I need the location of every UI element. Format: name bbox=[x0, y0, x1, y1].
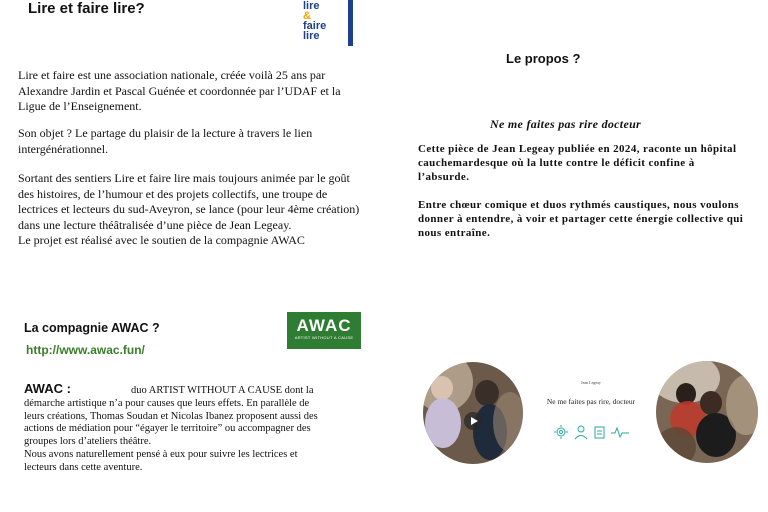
play-summary-paragraph: Cette pièce de Jean Legeay publiée en 2024, raconte un hôpital cauchemardesque où la lutte contre le déficit confine à l’absurde. bbox=[418, 143, 737, 183]
project-text: Sortant des sentiers Lire et faire lire mais toujours animée par le goût des histoires, de l’humour et des projets collectifs, une troupe de lectrices et lecteurs du sud-Aveyron, se lance (pour leur 4ème création) dans une lecture théâtralisée d’une pièce de Jean Legeay. bbox=[18, 171, 360, 232]
rehearsal-photo bbox=[656, 361, 758, 463]
objective-paragraph: Son objet ? Le partage du plaisir de la lecture à travers le lien intergénérationnel. bbox=[18, 126, 313, 156]
lire-title: Lire et faire lire? bbox=[28, 0, 145, 17]
awac-description-text-2: Nous avons naturellement pensé à eux pour suivre les lectrices et lecteurs dans cette aventure. bbox=[24, 448, 298, 473]
intention-paragraph: Entre chœur comique et duos rythmés caustiques, nous voulons donner à entendre, à voir et partager cette énergie collective qui nous entraîne. bbox=[418, 199, 744, 239]
medical-icons bbox=[553, 424, 631, 440]
play-icon[interactable] bbox=[464, 412, 482, 430]
poster-title: Ne me faites pas rire, docteur bbox=[546, 397, 636, 406]
logo-word: lire bbox=[303, 30, 320, 42]
project-paragraph bbox=[18, 171, 363, 249]
intro-paragraph: Lire et faire est une association nationale, créée voilà 25 ans par Alexandre Jardin et Pascal Guénée et coordonnée par l’UDAF et la Ligue de l’Enseignement. bbox=[18, 68, 341, 113]
awac-logo-subtext: ARTIST WITHOUT A CAUSE bbox=[294, 335, 354, 340]
awac-description bbox=[24, 383, 329, 475]
awac-heading: La compagnie AWAC ? bbox=[24, 321, 160, 335]
logo-word: lire bbox=[303, 0, 320, 12]
logo-ampersand: & bbox=[303, 10, 311, 22]
awac-description-text: duo ARTIST WITHOUT A CAUSE dont la démarche artistique n’a pour causes que leurs effets. En parallèle de leurs créations, Thomas Soudan et Nicolas Ibanez proposent aussi des actions de médiation pour “égayer le territoire” ou accompagner des groupes lors d’ateliers théâtre. bbox=[24, 385, 318, 448]
rehearsal-video-thumbnail[interactable] bbox=[423, 362, 523, 464]
awac-website-link[interactable]: http://www.awac.fun/ bbox=[26, 343, 145, 357]
play-title: Ne me faites pas rire docteur bbox=[490, 117, 642, 131]
propos-title: Le propos ? bbox=[506, 51, 581, 66]
support-text: Le projet est réalisé avec le soutien de la compagnie AWAC bbox=[18, 233, 305, 247]
play-poster bbox=[545, 380, 637, 442]
awac-logo bbox=[287, 312, 361, 349]
lire-et-faire-lire-logo bbox=[300, 0, 353, 46]
awac-logo-text: AWAC bbox=[296, 316, 352, 335]
poster-author: Jean Legeay bbox=[581, 380, 601, 385]
awac-label: AWAC : bbox=[24, 381, 71, 396]
logo-word: faire bbox=[303, 20, 327, 32]
